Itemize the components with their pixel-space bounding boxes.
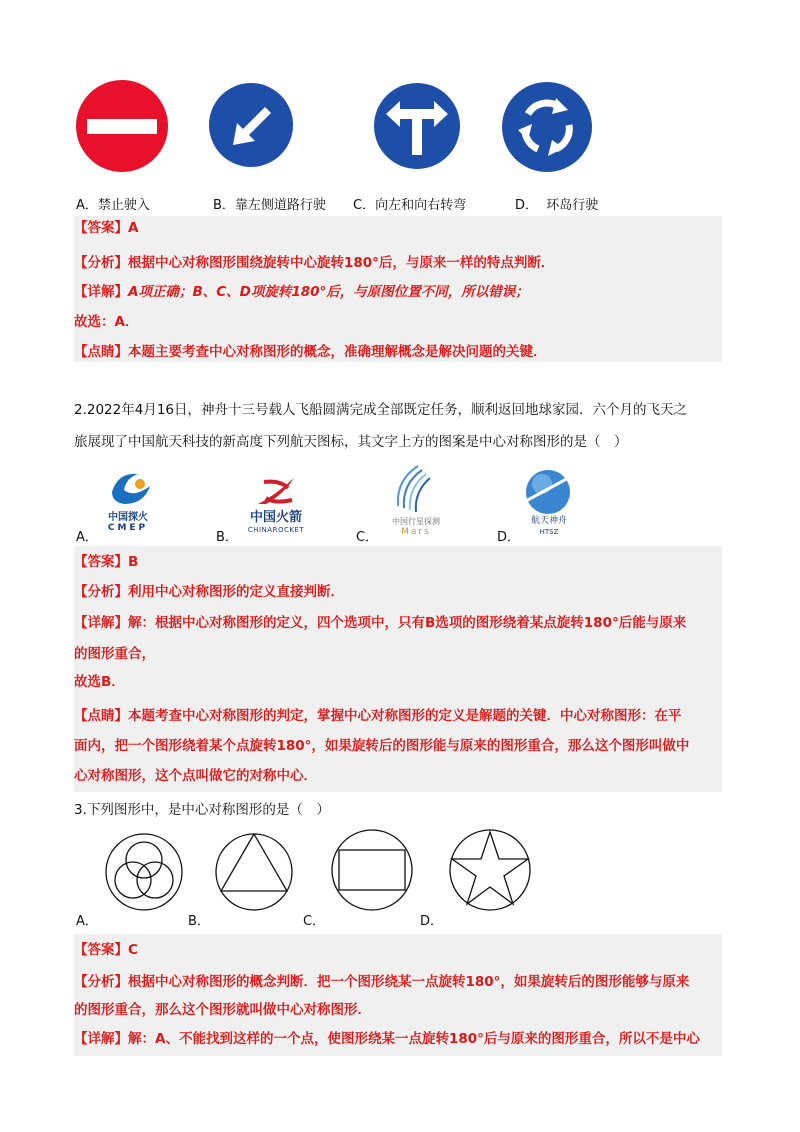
q1-choose: 故选：A． bbox=[74, 314, 139, 330]
q2-option-d: D． bbox=[497, 530, 521, 545]
china-rocket-logo-text: 中国火箭 CHINAROCKET bbox=[247, 510, 305, 534]
circle-three-petals-icon bbox=[104, 832, 184, 912]
q3-answer: 【答案】C bbox=[74, 942, 138, 958]
q2-answer: 【答案】B bbox=[74, 554, 139, 570]
q2-text-line2: 旅展现了中国航天科技的新高度下列航天图标，其文字上方的图案是中心对称图形的是（ ） bbox=[74, 434, 628, 450]
htsz-logo-icon bbox=[522, 468, 574, 516]
circle-rectangle-icon bbox=[330, 828, 414, 912]
q3-option-d: D． bbox=[420, 914, 444, 929]
q3-answer-panel bbox=[74, 934, 722, 1056]
q2-comment-3: 心对称图形，这个点叫做它的对称中心． bbox=[74, 768, 317, 784]
q3-option-a: A． bbox=[76, 914, 98, 929]
q1-comment: 【点睛】本题主要考查中心对称图形的概念，准确理解概念是解决问题的关键． bbox=[74, 344, 547, 360]
q2-option-c: C． bbox=[356, 530, 379, 545]
q3-option-c: C． bbox=[303, 914, 326, 929]
q2-comment-2: 面内，把一个图形绕着某个点旋转180°，如果旋转后的图形能与原来的图形重合，那么这个图形叫做中 bbox=[74, 738, 690, 754]
q3-option-b: B． bbox=[188, 914, 210, 929]
option-b: B．靠左侧道路行驶 bbox=[213, 198, 326, 213]
q2-answer-panel bbox=[74, 546, 722, 792]
q3-detail: 【详解】解：A、不能找到这样的一个点，使图形绕某一点旋转180°后与原来的图形重合，所以不是中心 bbox=[74, 1031, 700, 1047]
q2-comment-1: 【点睛】本题考查中心对称图形的判定，掌握中心对称图形的定义是解题的关键．中心对称图形：在平 bbox=[74, 708, 682, 724]
no-entry-sign-icon bbox=[76, 80, 168, 172]
cmep-logo-icon bbox=[104, 468, 158, 508]
q3-text: 3.下列图形中，是中心对称图形的是（ ） bbox=[74, 802, 330, 818]
china-rocket-logo-icon bbox=[254, 474, 300, 510]
turn-left-right-sign-icon bbox=[370, 79, 464, 173]
roundabout-sign-icon bbox=[498, 78, 596, 176]
q1-detail: 【详解】A项正确；B、C、D项旋转180°后，与原图位置不同，所以错误； bbox=[74, 284, 529, 300]
circle-star-icon bbox=[448, 828, 532, 912]
cmep-logo-text: 中国探火 CMEP bbox=[107, 512, 149, 533]
q2-option-b: B． bbox=[216, 530, 238, 545]
q2-choose: 故选B． bbox=[74, 674, 125, 690]
q3-analysis-1: 【分析】根据中心对称图形的概念判断．把一个图形绕某一点旋转180°，如果旋转后的图形能够与原来 bbox=[74, 974, 690, 990]
circle-triangle-icon bbox=[214, 832, 294, 912]
option-d: D． 环岛行驶 bbox=[515, 198, 599, 213]
q3-analysis-2: 的图形重合，那么这个图形就叫做中心对称图形． bbox=[74, 1002, 371, 1018]
q1-analysis: 【分析】根据中心对称图形围绕旋转中心旋转180°后，与原来一样的特点判断． bbox=[74, 255, 555, 271]
keep-left-sign-icon bbox=[205, 79, 297, 171]
option-c: C．向左和向右转弯 bbox=[353, 198, 467, 213]
q1-answer: 【答案】A bbox=[74, 220, 139, 236]
q2-text-line1: 2.2022年4月16日，神舟十三号载人飞船圆满完成全部既定任务，顺利返回地球家园．六个月的飞天之 bbox=[74, 402, 688, 418]
q1-answer-panel bbox=[74, 216, 722, 362]
q2-detail-2: 的图形重合， bbox=[74, 646, 155, 662]
mars-logo-text: 中国行星探测 Mars bbox=[392, 517, 440, 537]
q2-detail-1: 【详解】解：根据中心对称图形的定义，四个选项中，只有B选项的图形绕着某点旋转180°后能与原来 bbox=[74, 615, 687, 631]
q2-analysis: 【分析】利用中心对称图形的定义直接判断． bbox=[74, 584, 344, 600]
q2-option-a: A． bbox=[76, 530, 98, 545]
option-a: A．禁止驶入 bbox=[76, 198, 150, 213]
mars-logo-icon bbox=[388, 462, 444, 516]
htsz-logo-text: 航天神舟 HTSZ bbox=[530, 516, 567, 536]
